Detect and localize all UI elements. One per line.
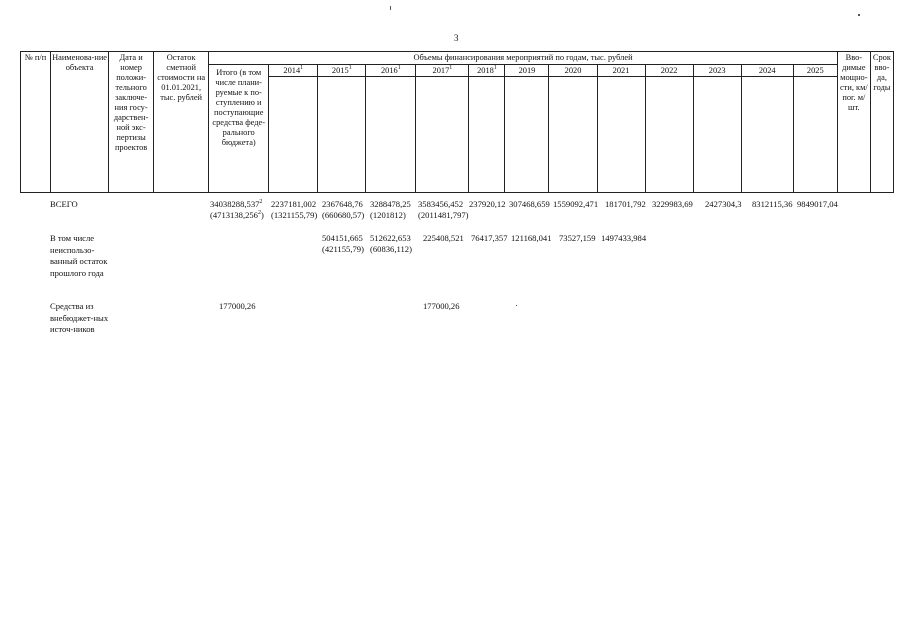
row-label-extrabudget: Средства из внебюджет-ных источ-ников [50,301,109,334]
header-year-blank [269,77,318,193]
cell-total-sum: 34038288,537$^2$ (4713138,256$^2$) [210,199,264,220]
cell-total-2025: 9849017,04 [797,199,838,209]
header-cell-funding-group: Объемы финансирования мероприятий по годам, тыс. рублей [209,52,838,65]
header-cell-expertise-date: Дата и номер положи-тельного заключе-ния госу-дарствен-ной экс-пертизы проектов [109,52,154,193]
cell-unused-2018: 76417,357 [471,233,508,243]
header-cell-object-name: Наименова-ние объекта [51,52,109,193]
header-year-2023: 2023 [693,65,741,77]
cell-unused-2020: 73527,159 [559,233,596,243]
header-cell-number: № п/п [21,52,51,193]
cell-extrabudget-sum: 177000,26 [219,301,256,311]
header-year-blank [366,77,416,193]
header-year-blank [741,77,793,193]
header-year-blank [318,77,366,193]
header-year-2017: 2017$^1$ [416,65,469,77]
header-year-2024: 2024 [741,65,793,77]
cell-total-2014: 2237181,002 (1321155,79) [271,199,318,220]
header-year-2019: 2019 [505,65,549,77]
header-cell-remainder: Остаток сметной стоимости на 01.01.2021, тыс. рублей [154,52,209,193]
header-year-blank [549,77,597,193]
cell-unused-2016: 512622,653 (60836,112) [370,233,412,254]
cell-unused-2019: 121168,041 [511,233,552,243]
cell-total-2016: 3288478,25 (1201812) [370,199,411,220]
scan-speck [516,305,517,306]
scan-speck [390,6,391,10]
header-year-2014: 2014$^1$ [269,65,318,77]
header-year-2016: 2016$^1$ [366,65,416,77]
header-cell-term: Срок вво-да, годы [870,52,893,193]
header-year-blank [645,77,693,193]
header-year-blank [416,77,469,193]
row-label-total: ВСЕГО [50,199,78,209]
header-year-blank [505,77,549,193]
cell-total-2018: 237920,12 [469,199,506,209]
header-cell-total: Итого (в том числе плани-руемые к по-ступлению и поступающие средства феде-рального бюджета) [209,65,269,193]
header-year-blank [793,77,837,193]
header-year-2020: 2020 [549,65,597,77]
cell-total-2024: 8312115,36 [752,199,793,209]
cell-total-2022: 3229983,69 [652,199,693,209]
cell-total-2015: 2367648,76 (660680,57) [322,199,365,220]
header-year-2015: 2015$^1$ [318,65,366,77]
cell-unused-2017: 225408,521 [423,233,464,243]
cell-total-2023: 2427304,3 [705,199,742,209]
financing-table [20,51,894,193]
header-year-2018: 2018$^1$ [469,65,505,77]
cell-total-2019: 307468,659 [509,199,550,209]
header-cell-capacity: Вво-димые мощно-сти, км/ пог. м/шт. [837,52,870,193]
header-year-2025: 2025 [793,65,837,77]
cell-unused-2021: 1497433,984 [601,233,647,243]
cell-unused-2015: 504151,665 (421155,79) [322,233,364,254]
header-year-2022: 2022 [645,65,693,77]
cell-extrabudget-2017: 177000,26 [423,301,460,311]
cell-total-2020: 1559092,471 [553,199,599,209]
cell-total-2021: 181701,792 [605,199,646,209]
header-year-blank [597,77,645,193]
header-year-blank [693,77,741,193]
cell-total-2017: 3583456,452 (2011481,797) [418,199,469,220]
header-year-2021: 2021 [597,65,645,77]
row-label-unused-remainder: В том числе неиспользо-ванный остаток прошлого года [50,233,108,278]
scan-speck [858,14,860,16]
page-number: 3 [454,33,459,43]
header-year-blank [469,77,505,193]
